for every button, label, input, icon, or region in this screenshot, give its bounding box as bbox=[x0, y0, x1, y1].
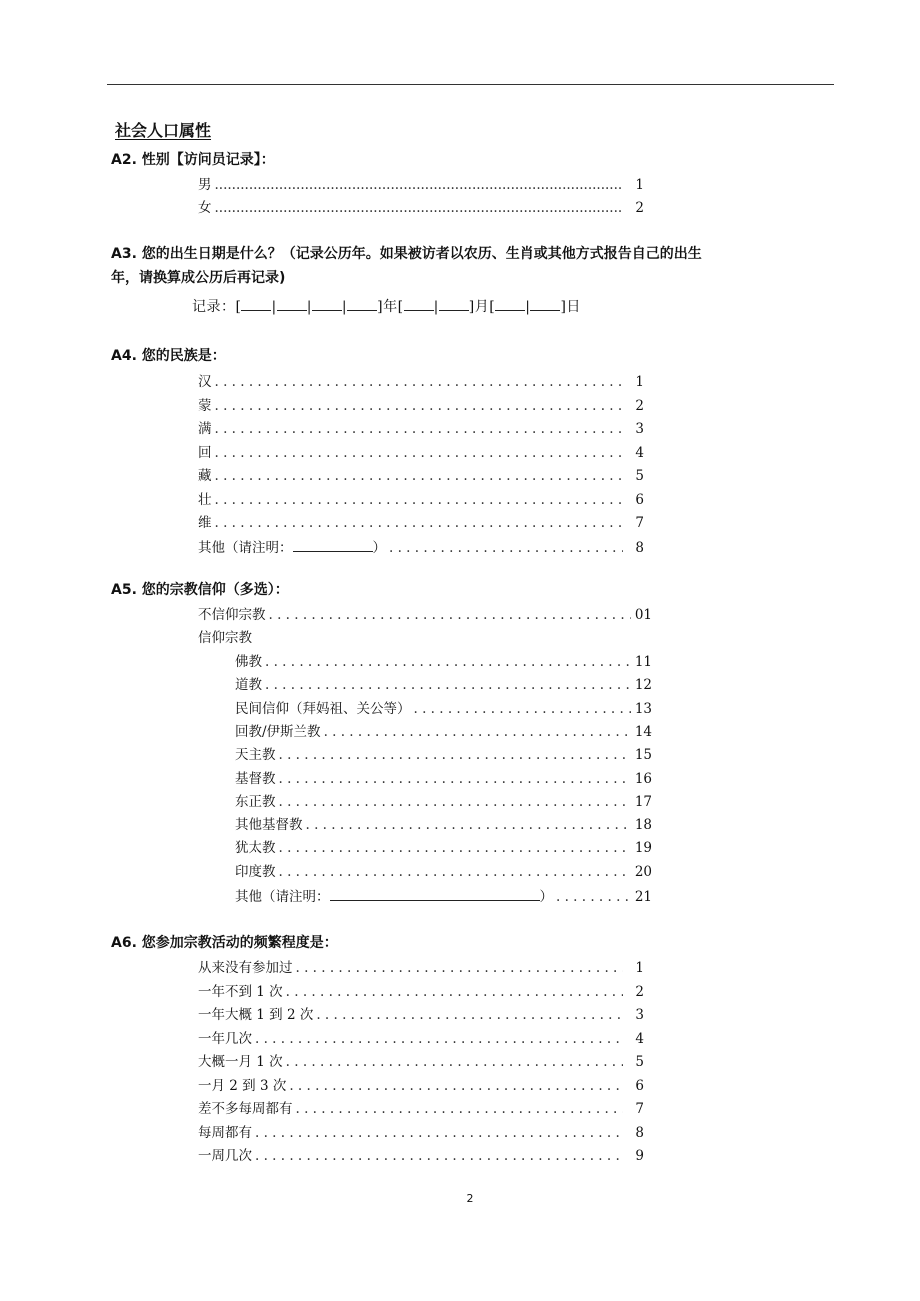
leader-dots bbox=[324, 723, 631, 741]
option-code: 01 bbox=[634, 607, 652, 623]
leader-dots bbox=[215, 373, 624, 391]
option-row[interactable] bbox=[198, 1030, 644, 1048]
option-row[interactable] bbox=[198, 959, 644, 977]
option-code: 8 bbox=[635, 1124, 644, 1141]
leader-dots bbox=[279, 746, 632, 764]
year-digit-1[interactable] bbox=[241, 297, 271, 311]
option-a2-female[interactable] bbox=[198, 199, 644, 217]
option-code: 1 bbox=[635, 374, 644, 390]
question-a2: A2. 性别【访问员记录】： bbox=[111, 152, 275, 168]
option-label: 回 bbox=[198, 444, 212, 461]
option-label: 东正教 bbox=[235, 793, 276, 810]
option-row[interactable] bbox=[235, 676, 652, 694]
option-label: 维 bbox=[198, 515, 212, 531]
other-label: 其他（请注明： bbox=[235, 889, 330, 905]
option-label: 每周都有 bbox=[198, 1124, 252, 1141]
option-row[interactable] bbox=[235, 723, 652, 741]
option-code: 18 bbox=[634, 817, 652, 834]
option-code: 6 bbox=[635, 491, 644, 508]
option-label bbox=[235, 886, 553, 906]
option-label: 满 bbox=[198, 421, 212, 437]
leader-dots bbox=[556, 888, 631, 906]
year-digit-4[interactable] bbox=[347, 297, 377, 311]
option-row[interactable] bbox=[198, 373, 644, 391]
option-row[interactable] bbox=[235, 653, 652, 671]
leader-dots bbox=[215, 444, 624, 462]
option-row[interactable] bbox=[198, 1077, 644, 1095]
option-label: 一年大概 1 到 2 次 bbox=[198, 1007, 314, 1023]
leader-dots bbox=[306, 816, 632, 834]
birth-date-record: 记录：[ | | | ]年[ | ]月[ | ]日 bbox=[192, 299, 581, 315]
option-label: 一年几次 bbox=[198, 1030, 252, 1047]
leader-dots bbox=[255, 1124, 623, 1142]
option-code: 16 bbox=[634, 770, 652, 787]
option-row[interactable] bbox=[198, 420, 644, 438]
option-a5-other[interactable] bbox=[235, 886, 652, 906]
option-label: 佛教 bbox=[235, 654, 262, 670]
option-label: 从来没有参加过 bbox=[198, 960, 293, 976]
option-label: 大概一月 1 次 bbox=[198, 1054, 283, 1070]
option-code: 4 bbox=[635, 444, 644, 461]
option-code: 14 bbox=[634, 723, 652, 740]
option-code: 2 bbox=[635, 200, 644, 216]
option-label: 一月 2 到 3 次 bbox=[198, 1077, 287, 1094]
leader-dots bbox=[215, 467, 624, 485]
option-code: 1 bbox=[635, 177, 644, 193]
option-label: 道教 bbox=[235, 677, 262, 694]
option-code: 15 bbox=[634, 747, 652, 764]
leader-dots bbox=[286, 1053, 623, 1071]
option-label: 基督教 bbox=[235, 770, 276, 787]
option-row[interactable] bbox=[198, 1100, 644, 1118]
leader-dots bbox=[389, 539, 623, 557]
option-code: 3 bbox=[635, 1007, 644, 1023]
question-a5: A5. 您的宗教信仰（多选）： bbox=[111, 582, 289, 598]
leader-dots bbox=[279, 863, 632, 881]
option-code: 8 bbox=[635, 540, 644, 556]
option-row[interactable] bbox=[235, 839, 652, 857]
leader-dots bbox=[269, 606, 632, 624]
year-digit-2[interactable] bbox=[277, 297, 307, 311]
option-code: 7 bbox=[635, 515, 644, 531]
year-digit-3[interactable] bbox=[312, 297, 342, 311]
option-row[interactable] bbox=[198, 444, 644, 462]
leader-dots bbox=[414, 700, 632, 718]
option-code: 6 bbox=[635, 1077, 644, 1094]
option-code: 21 bbox=[634, 889, 652, 905]
leader-dots bbox=[215, 491, 624, 509]
option-a2-male[interactable] bbox=[198, 176, 644, 194]
option-label: 印度教 bbox=[235, 863, 276, 880]
option-code: 13 bbox=[634, 700, 652, 717]
leader-dots bbox=[215, 420, 624, 438]
leader-dots bbox=[296, 1100, 624, 1118]
option-label: 民间信仰（拜妈祖、关公等） bbox=[235, 700, 411, 717]
day-digit-1[interactable] bbox=[495, 297, 525, 311]
option-label: 蒙 bbox=[198, 397, 212, 414]
option-label: 差不多每周都有 bbox=[198, 1101, 293, 1117]
option-row[interactable] bbox=[198, 1124, 644, 1142]
month-digit-1[interactable] bbox=[404, 297, 434, 311]
option-a5-no-religion[interactable] bbox=[198, 606, 652, 624]
option-label: 其他基督教 bbox=[235, 817, 303, 834]
question-a3-line2: 年，请换算成公历后再记录) bbox=[111, 270, 286, 286]
option-row[interactable] bbox=[198, 983, 644, 1001]
option-code: 9 bbox=[635, 1148, 644, 1164]
option-row[interactable] bbox=[198, 491, 644, 509]
option-code: 2 bbox=[635, 983, 644, 1000]
option-code: 5 bbox=[635, 1054, 644, 1070]
day-digit-2[interactable] bbox=[530, 297, 560, 311]
option-code: 3 bbox=[635, 421, 644, 437]
option-code: 19 bbox=[634, 840, 652, 857]
option-row[interactable] bbox=[235, 746, 652, 764]
option-row[interactable] bbox=[198, 1053, 644, 1071]
option-label: 汉 bbox=[198, 374, 212, 390]
option-code: 2 bbox=[635, 397, 644, 414]
page-number: 2 bbox=[466, 1192, 474, 1205]
month-unit: 月 bbox=[474, 299, 490, 315]
day-unit: 日 bbox=[566, 299, 581, 315]
option-code: 5 bbox=[635, 468, 644, 484]
leader-dots bbox=[316, 1006, 623, 1024]
option-row[interactable] bbox=[198, 397, 644, 415]
a5-has-religion-label bbox=[198, 629, 252, 647]
option-label: 壮 bbox=[198, 491, 212, 508]
specify-blank[interactable] bbox=[330, 886, 540, 901]
option-label: 一年不到 1 次 bbox=[198, 983, 283, 1000]
option-label: 男 bbox=[198, 177, 212, 193]
option-label: 犹太教 bbox=[235, 840, 276, 857]
specify-blank[interactable] bbox=[293, 537, 373, 552]
option-label: 天主教 bbox=[235, 747, 276, 764]
leader-dots bbox=[255, 1147, 623, 1165]
month-digit-2[interactable] bbox=[439, 297, 469, 311]
leader-dots bbox=[286, 983, 623, 1001]
option-row[interactable] bbox=[198, 1147, 644, 1165]
section-title: 社会人口属性 bbox=[115, 121, 212, 140]
record-label: 记录： bbox=[192, 299, 236, 315]
leader-dots bbox=[289, 1077, 623, 1095]
question-a6: A6. 您参加宗教活动的频繁程度是： bbox=[111, 935, 338, 951]
option-row[interactable] bbox=[235, 700, 652, 718]
other-suffix: ） bbox=[372, 540, 386, 556]
leader-dots bbox=[265, 676, 631, 694]
option-row[interactable] bbox=[198, 514, 644, 532]
option-label: 不信仰宗教 bbox=[198, 607, 266, 623]
leader-dots bbox=[296, 959, 624, 977]
option-row[interactable] bbox=[235, 793, 652, 811]
option-code: 11 bbox=[634, 654, 652, 670]
option-label: 女 bbox=[198, 200, 212, 216]
year-unit: 年 bbox=[383, 299, 398, 315]
option-row[interactable] bbox=[235, 770, 652, 788]
leader-dots bbox=[215, 199, 624, 217]
option-label: 一周几次 bbox=[198, 1148, 252, 1164]
other-suffix: ） bbox=[539, 889, 553, 905]
option-row[interactable] bbox=[235, 863, 652, 881]
header-rule bbox=[107, 84, 834, 85]
option-row[interactable] bbox=[235, 816, 652, 834]
option-code: 7 bbox=[635, 1101, 644, 1117]
question-a4: A4. 您的民族是： bbox=[111, 348, 226, 364]
leader-dots bbox=[215, 397, 624, 415]
question-a3-line1: A3. 您的出生日期是什么？（记录公历年。如果被访者以农历、生肖或其他方式报告自己的出生 bbox=[111, 246, 702, 262]
leader-dots bbox=[255, 1030, 623, 1048]
leader-dots bbox=[279, 839, 632, 857]
option-label bbox=[198, 537, 386, 557]
option-label: 藏 bbox=[198, 468, 212, 484]
option-code: 20 bbox=[634, 863, 652, 880]
option-label: 信仰宗教 bbox=[198, 630, 252, 646]
option-label: 回教/伊斯兰教 bbox=[235, 723, 321, 740]
other-label: 其他（请注明： bbox=[198, 540, 293, 556]
option-code: 4 bbox=[635, 1030, 644, 1047]
option-row[interactable] bbox=[198, 1006, 644, 1024]
leader-dots bbox=[215, 176, 624, 194]
leader-dots bbox=[265, 653, 631, 671]
option-row[interactable] bbox=[198, 467, 644, 485]
option-code: 12 bbox=[634, 677, 652, 694]
leader-dots bbox=[279, 770, 632, 788]
option-a4-other[interactable] bbox=[198, 537, 644, 557]
leader-dots bbox=[215, 514, 624, 532]
leader-dots bbox=[279, 793, 632, 811]
option-code: 17 bbox=[634, 793, 652, 810]
option-code: 1 bbox=[635, 960, 644, 976]
